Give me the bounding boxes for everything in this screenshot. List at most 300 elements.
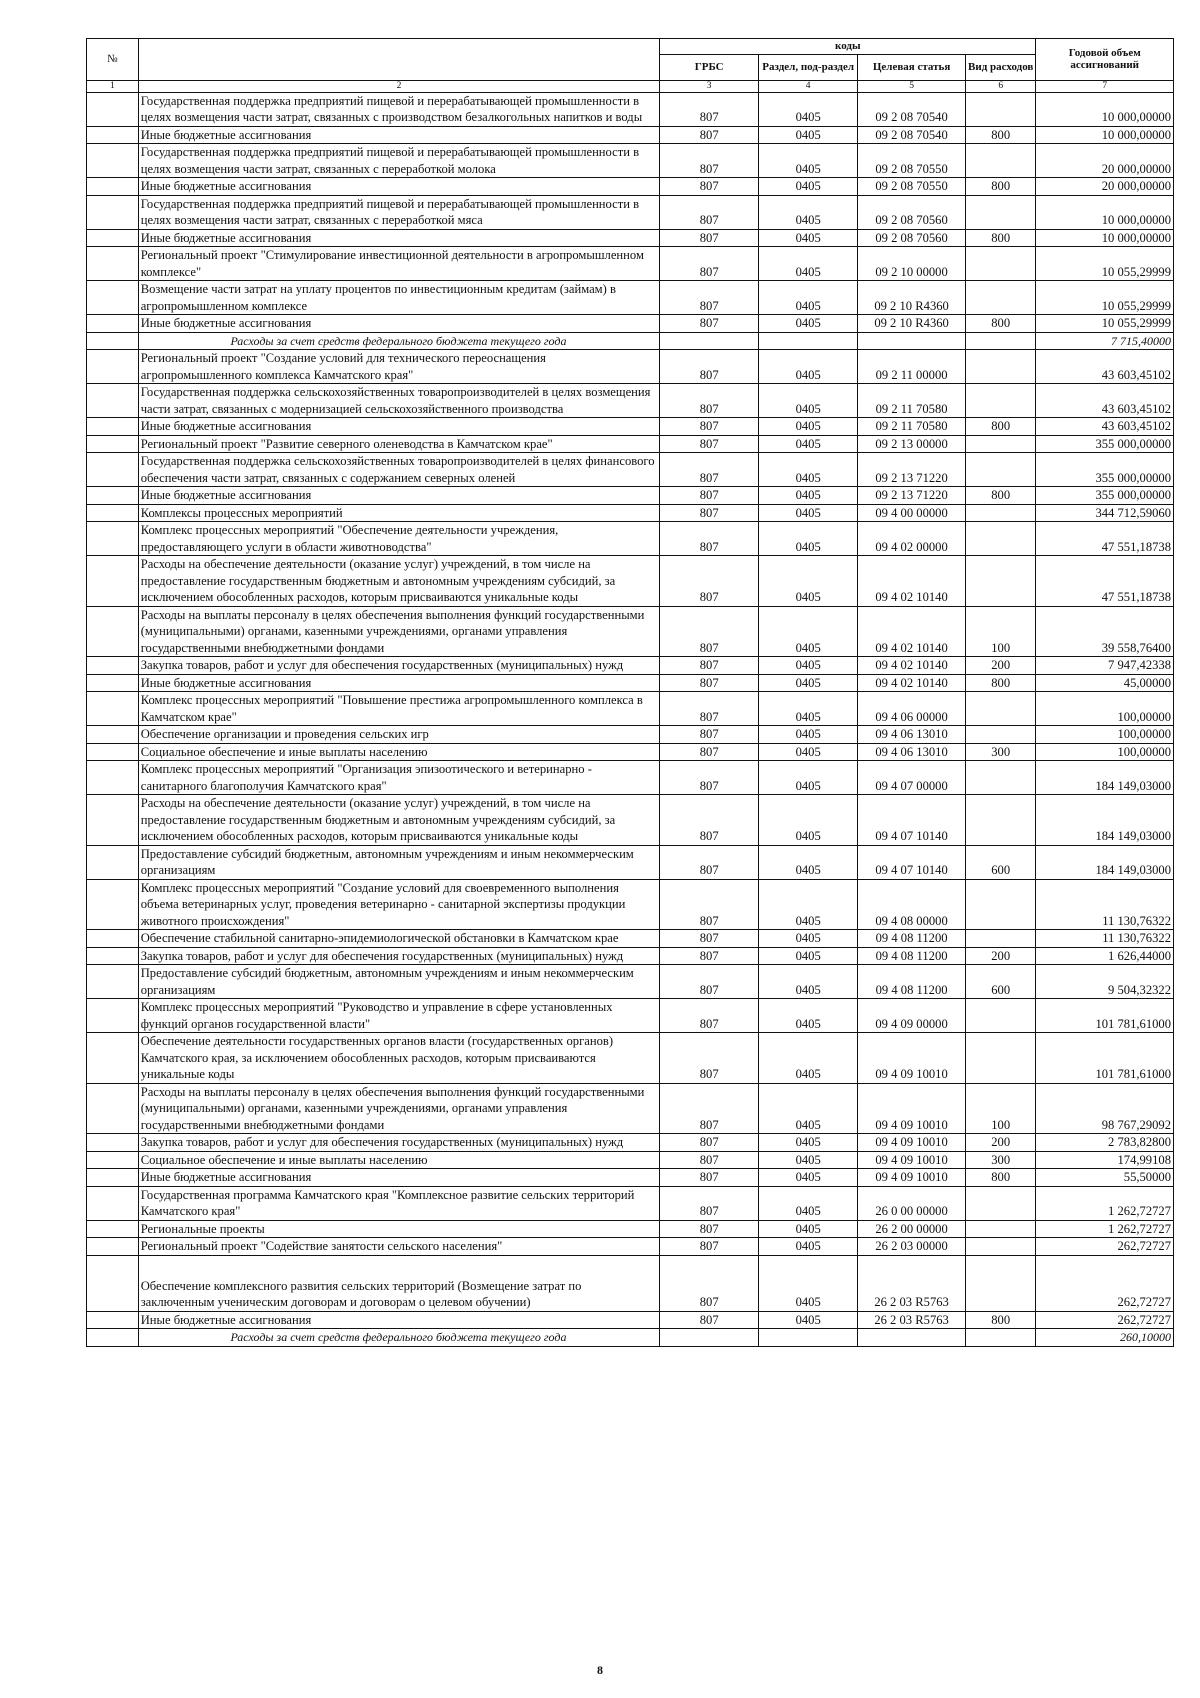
cell-section: 0405 [759,195,858,229]
table-row [87,144,1174,178]
table-row [87,1220,1174,1238]
cell-target: 26 0 00 00000 [858,1186,966,1220]
cell-no [87,435,139,453]
cell-name: Иные бюджетные ассигнования [138,674,659,692]
cell-section: 0405 [759,144,858,178]
cell-name: Иные бюджетные ассигнования [138,178,659,196]
cell-target: 09 2 10 00000 [858,247,966,281]
cell-name: Государственная поддержка предприятий пищевой и перерабатывающей промышленности в целях возмещения части затрат, связанных с переработкой мяса [138,195,659,229]
cell-name: Региональный проект "Развитие северного оленеводства в Камчатском крае" [138,435,659,453]
cell-no [87,453,139,487]
col-number: 2 [138,80,659,92]
cell-section: 0405 [759,1151,858,1169]
table-row [87,930,1174,948]
cell-name: Расходы за счет средств федерального бюджета текущего года [138,332,659,350]
cell-section: 0405 [759,1220,858,1238]
cell-grbs: 807 [660,522,759,556]
cell-sum: 260,10000 [1036,1329,1174,1347]
table-row [87,487,1174,505]
col-number: 3 [660,80,759,92]
table-row [87,247,1174,281]
cell-sum: 10 000,00000 [1036,229,1174,247]
cell-section: 0405 [759,126,858,144]
cell-kind [965,761,1035,795]
table-row [87,674,1174,692]
cell-grbs: 807 [660,965,759,999]
cell-name: Комплексы процессных мероприятий [138,504,659,522]
cell-target: 26 2 03 00000 [858,1238,966,1256]
cell-section: 0405 [759,487,858,505]
cell-kind [965,92,1035,126]
cell-grbs: 807 [660,453,759,487]
cell-grbs: 807 [660,761,759,795]
header-grbs: ГРБС [660,54,759,80]
cell-sum: 355 000,00000 [1036,487,1174,505]
cell-section: 0405 [759,1311,858,1329]
budget-table [86,38,1174,1347]
cell-grbs: 807 [660,195,759,229]
cell-kind [965,879,1035,930]
cell-grbs: 807 [660,435,759,453]
cell-section: 0405 [759,281,858,315]
cell-no [87,879,139,930]
cell-kind [965,332,1035,350]
cell-no [87,350,139,384]
table-row [87,281,1174,315]
cell-section: 0405 [759,229,858,247]
cell-section: 0405 [759,692,858,726]
cell-grbs: 807 [660,281,759,315]
cell-name: Иные бюджетные ассигнования [138,418,659,436]
cell-name: Предоставление субсидий бюджетным, автономным учреждениям и иным некоммерческим организациям [138,845,659,879]
cell-section: 0405 [759,384,858,418]
cell-target: 09 4 02 10140 [858,606,966,657]
cell-section: 0405 [759,1238,858,1256]
cell-target: 09 2 08 70550 [858,178,966,196]
cell-section: 0405 [759,930,858,948]
cell-target: 09 4 07 00000 [858,761,966,795]
cell-section: 0405 [759,606,858,657]
budget-table-sheet [86,38,1174,1347]
cell-sum: 55,50000 [1036,1169,1174,1187]
cell-kind: 800 [965,178,1035,196]
cell-name: Обеспечение стабильной санитарно-эпидемиологической обстановки в Камчатском крае [138,930,659,948]
cell-sum: 9 504,32322 [1036,965,1174,999]
cell-kind: 800 [965,126,1035,144]
cell-section: 0405 [759,453,858,487]
cell-target: 09 4 07 10140 [858,845,966,879]
cell-grbs: 807 [660,144,759,178]
cell-sum: 11 130,76322 [1036,930,1174,948]
cell-no [87,178,139,196]
table-row [87,999,1174,1033]
cell-no [87,126,139,144]
cell-sum: 1 262,72727 [1036,1220,1174,1238]
cell-no [87,144,139,178]
cell-kind [965,247,1035,281]
cell-sum: 174,99108 [1036,1151,1174,1169]
cell-target: 09 4 00 00000 [858,504,966,522]
cell-grbs: 807 [660,879,759,930]
cell-section: 0405 [759,1255,858,1311]
table-row [87,657,1174,675]
cell-name: Региональные проекты [138,1220,659,1238]
table-row [87,315,1174,333]
cell-name: Закупка товаров, работ и услуг для обеспечения государственных (муниципальных) нужд [138,657,659,675]
cell-kind: 800 [965,315,1035,333]
cell-sum: 43 603,45102 [1036,418,1174,436]
cell-name: Государственная поддержка сельскохозяйственных товаропроизводителей в целях финансового обеспечения части затрат, связанных с содержанием северных оленей [138,453,659,487]
cell-section: 0405 [759,1186,858,1220]
col-number: 7 [1036,80,1174,92]
cell-grbs: 807 [660,556,759,607]
cell-section: 0405 [759,556,858,607]
cell-grbs: 807 [660,1220,759,1238]
table-row [87,606,1174,657]
cell-no [87,606,139,657]
cell-kind: 800 [965,1311,1035,1329]
cell-sum: 10 000,00000 [1036,92,1174,126]
cell-kind [965,522,1035,556]
cell-target: 09 4 02 10140 [858,674,966,692]
cell-kind: 200 [965,947,1035,965]
cell-grbs [660,1329,759,1347]
table-row [87,1311,1174,1329]
cell-name: Комплекс процессных мероприятий "Руководство и управление в сфере установленных функций органов государственной власти" [138,999,659,1033]
cell-section: 0405 [759,522,858,556]
cell-no [87,1329,139,1347]
header-name [138,39,659,81]
cell-sum: 10 000,00000 [1036,195,1174,229]
cell-kind: 200 [965,1134,1035,1152]
cell-no [87,999,139,1033]
cell-name: Государственная программа Камчатского края "Комплексное развитие сельских территорий Камчатского края" [138,1186,659,1220]
cell-no [87,657,139,675]
table-row [87,1329,1174,1347]
cell-target: 26 2 03 R5763 [858,1255,966,1311]
table-row [87,453,1174,487]
cell-no [87,1220,139,1238]
cell-kind: 300 [965,1151,1035,1169]
cell-name: Расходы на обеспечение деятельности (оказание услуг) учреждений, в том числе на предоставление государственным бюджетным и автономным учреждениям субсидий, за исключением обособленных расходов, которым присваиваются уникальные коды [138,556,659,607]
cell-grbs: 807 [660,845,759,879]
cell-grbs: 807 [660,247,759,281]
cell-name: Региональный проект "Стимулирование инвестиционной деятельности в агропромышленном комплексе" [138,247,659,281]
cell-no [87,965,139,999]
col-number: 1 [87,80,139,92]
cell-name: Закупка товаров, работ и услуг для обеспечения государственных (муниципальных) нужд [138,947,659,965]
table-row [87,504,1174,522]
cell-no [87,229,139,247]
cell-name: Социальное обеспечение и иные выплаты населению [138,743,659,761]
table-row [87,418,1174,436]
cell-section: 0405 [759,726,858,744]
table-row [87,384,1174,418]
cell-target: 09 4 09 10010 [858,1033,966,1084]
cell-kind: 100 [965,606,1035,657]
cell-name: Государственная поддержка сельскохозяйственных товаропроизводителей в целях возмещения части затрат, связанных с модернизацией сельскохозяйственного производства [138,384,659,418]
cell-name: Иные бюджетные ассигнования [138,229,659,247]
cell-name: Комплекс процессных мероприятий "Обеспечение деятельности учреждения, предоставляющего услуги в области животноводства" [138,522,659,556]
cell-name: Возмещение части затрат на уплату процентов по инвестиционным кредитам (займам) в агропромышленном комплексе [138,281,659,315]
cell-target: 09 4 06 13010 [858,726,966,744]
table-row [87,879,1174,930]
table-row [87,692,1174,726]
cell-grbs: 807 [660,1134,759,1152]
cell-no [87,1169,139,1187]
cell-target: 09 4 06 00000 [858,692,966,726]
cell-target: 09 2 11 70580 [858,418,966,436]
cell-no [87,332,139,350]
cell-name: Комплекс процессных мероприятий "Организация эпизоотического и ветеринарно - санитарного благополучия Камчатского края" [138,761,659,795]
cell-name: Иные бюджетные ассигнования [138,126,659,144]
cell-sum: 101 781,61000 [1036,999,1174,1033]
cell-sum: 2 783,82800 [1036,1134,1174,1152]
cell-grbs: 807 [660,315,759,333]
cell-target: 09 2 13 71220 [858,487,966,505]
cell-section: 0405 [759,743,858,761]
cell-target: 09 2 08 70560 [858,229,966,247]
cell-kind [965,726,1035,744]
table-row [87,1238,1174,1256]
cell-target: 09 2 08 70560 [858,195,966,229]
cell-grbs: 807 [660,126,759,144]
cell-grbs: 807 [660,350,759,384]
table-row [87,1083,1174,1134]
cell-kind [965,1033,1035,1084]
cell-section: 0405 [759,761,858,795]
cell-target: 09 4 08 00000 [858,879,966,930]
cell-sum: 10 055,29999 [1036,247,1174,281]
cell-kind [965,692,1035,726]
cell-target: 09 4 08 11200 [858,930,966,948]
cell-grbs: 807 [660,1083,759,1134]
cell-sum: 344 712,59060 [1036,504,1174,522]
table-row [87,726,1174,744]
cell-sum: 100,00000 [1036,692,1174,726]
cell-target: 09 4 08 11200 [858,947,966,965]
cell-section: 0405 [759,247,858,281]
cell-kind: 800 [965,487,1035,505]
cell-no [87,1186,139,1220]
table-row [87,947,1174,965]
cell-sum: 1 262,72727 [1036,1186,1174,1220]
cell-no [87,487,139,505]
cell-section: 0405 [759,504,858,522]
cell-no [87,1134,139,1152]
cell-name: Расходы на выплаты персоналу в целях обеспечения выполнения функций государственными (муниципальными) органами, казенными учреждениями, органами управления государственными внебюджетными фондами [138,1083,659,1134]
cell-no [87,195,139,229]
cell-kind: 800 [965,229,1035,247]
cell-no [87,947,139,965]
table-row [87,761,1174,795]
cell-kind [965,281,1035,315]
cell-no [87,845,139,879]
table-row [87,92,1174,126]
cell-kind: 800 [965,1169,1035,1187]
cell-section: 0405 [759,178,858,196]
cell-grbs: 807 [660,418,759,436]
cell-grbs: 807 [660,1186,759,1220]
cell-target: 09 4 09 10010 [858,1151,966,1169]
cell-target: 09 2 08 70540 [858,126,966,144]
cell-grbs: 807 [660,743,759,761]
table-row [87,1134,1174,1152]
cell-no [87,761,139,795]
cell-sum: 7 715,40000 [1036,332,1174,350]
col-number: 4 [759,80,858,92]
cell-name: Обеспечение организации и проведения сельских игр [138,726,659,744]
cell-sum: 45,00000 [1036,674,1174,692]
cell-section: 0405 [759,879,858,930]
cell-section [759,1329,858,1347]
cell-name: Иные бюджетные ассигнования [138,1169,659,1187]
cell-kind [965,435,1035,453]
header-section: Раздел, под-раздел [759,54,858,80]
cell-no [87,726,139,744]
cell-kind [965,556,1035,607]
table-row [87,178,1174,196]
cell-kind: 200 [965,657,1035,675]
cell-target: 09 4 09 10010 [858,1134,966,1152]
cell-section: 0405 [759,1169,858,1187]
cell-grbs: 807 [660,1151,759,1169]
table-row [87,965,1174,999]
cell-no [87,1033,139,1084]
cell-kind [965,350,1035,384]
cell-sum: 100,00000 [1036,726,1174,744]
cell-sum: 101 781,61000 [1036,1033,1174,1084]
cell-section: 0405 [759,350,858,384]
cell-sum: 10 055,29999 [1036,281,1174,315]
cell-grbs: 807 [660,1169,759,1187]
cell-target: 09 2 10 R4360 [858,281,966,315]
cell-sum: 262,72727 [1036,1311,1174,1329]
cell-section: 0405 [759,999,858,1033]
cell-no [87,504,139,522]
cell-target: 09 4 09 10010 [858,1083,966,1134]
cell-grbs: 807 [660,1255,759,1311]
cell-name: Социальное обеспечение и иные выплаты населению [138,1151,659,1169]
cell-no [87,1083,139,1134]
cell-sum: 47 551,18738 [1036,556,1174,607]
cell-sum: 100,00000 [1036,743,1174,761]
table-row [87,795,1174,846]
cell-kind [965,795,1035,846]
cell-grbs: 807 [660,606,759,657]
cell-no [87,795,139,846]
cell-name: Комплекс процессных мероприятий "Повышение престижа агропромышленного комплекса в Камчатском крае" [138,692,659,726]
cell-sum: 43 603,45102 [1036,350,1174,384]
cell-sum: 10 000,00000 [1036,126,1174,144]
cell-target: 09 2 08 70540 [858,92,966,126]
cell-kind: 600 [965,845,1035,879]
cell-no [87,1238,139,1256]
cell-no [87,930,139,948]
cell-kind [965,195,1035,229]
cell-grbs: 807 [660,178,759,196]
cell-no [87,522,139,556]
cell-target: 09 4 08 11200 [858,965,966,999]
cell-kind: 600 [965,965,1035,999]
cell-section: 0405 [759,418,858,436]
cell-kind [965,384,1035,418]
table-row [87,435,1174,453]
cell-target: 09 4 09 10010 [858,1169,966,1187]
cell-name: Иные бюджетные ассигнования [138,487,659,505]
cell-target: 26 2 03 R5763 [858,1311,966,1329]
column-numbers-row [87,80,1174,92]
cell-grbs: 807 [660,384,759,418]
table-row [87,1169,1174,1187]
cell-kind [965,1329,1035,1347]
table-row [87,845,1174,879]
header-kind: Вид расходов [965,54,1035,80]
cell-no [87,556,139,607]
cell-sum: 355 000,00000 [1036,453,1174,487]
table-row [87,1151,1174,1169]
cell-name: Региональный проект "Содействие занятости сельского населения" [138,1238,659,1256]
cell-section: 0405 [759,657,858,675]
cell-kind [965,1255,1035,1311]
cell-target: 09 2 13 00000 [858,435,966,453]
cell-grbs: 807 [660,674,759,692]
cell-no [87,1311,139,1329]
cell-grbs: 807 [660,999,759,1033]
cell-grbs [660,332,759,350]
cell-name: Иные бюджетные ассигнования [138,1311,659,1329]
cell-sum: 98 767,29092 [1036,1083,1174,1134]
cell-kind [965,1186,1035,1220]
table-row [87,743,1174,761]
cell-grbs: 807 [660,1311,759,1329]
table-row [87,350,1174,384]
cell-sum: 11 130,76322 [1036,879,1174,930]
cell-target: 09 2 13 71220 [858,453,966,487]
cell-target: 09 4 09 00000 [858,999,966,1033]
col-number: 5 [858,80,966,92]
cell-kind [965,144,1035,178]
header-target: Целевая статья [858,54,966,80]
cell-name: Закупка товаров, работ и услуг для обеспечения государственных (муниципальных) нужд [138,1134,659,1152]
cell-target: 09 2 10 R4360 [858,315,966,333]
cell-section: 0405 [759,965,858,999]
table-row [87,522,1174,556]
cell-kind [965,999,1035,1033]
cell-target: 09 4 02 10140 [858,657,966,675]
cell-kind: 800 [965,418,1035,436]
cell-sum: 20 000,00000 [1036,144,1174,178]
cell-grbs: 807 [660,504,759,522]
cell-target: 09 4 07 10140 [858,795,966,846]
cell-kind: 100 [965,1083,1035,1134]
cell-grbs: 807 [660,1033,759,1084]
cell-grbs: 807 [660,1238,759,1256]
cell-name: Расходы на обеспечение деятельности (оказание услуг) учреждений, в том числе на предоставление государственным бюджетным и автономным учреждениям субсидий, за исключением обособленных расходов, которым присваиваются уникальные коды [138,795,659,846]
cell-sum: 262,72727 [1036,1255,1174,1311]
col-number: 6 [965,80,1035,92]
cell-no [87,692,139,726]
cell-section: 0405 [759,1134,858,1152]
cell-no [87,92,139,126]
cell-grbs: 807 [660,726,759,744]
cell-sum: 47 551,18738 [1036,522,1174,556]
cell-sum: 184 149,03000 [1036,795,1174,846]
cell-sum: 355 000,00000 [1036,435,1174,453]
cell-name: Иные бюджетные ассигнования [138,315,659,333]
cell-name: Предоставление субсидий бюджетным, автономным учреждениям и иным некоммерческим организациям [138,965,659,999]
cell-kind [965,930,1035,948]
